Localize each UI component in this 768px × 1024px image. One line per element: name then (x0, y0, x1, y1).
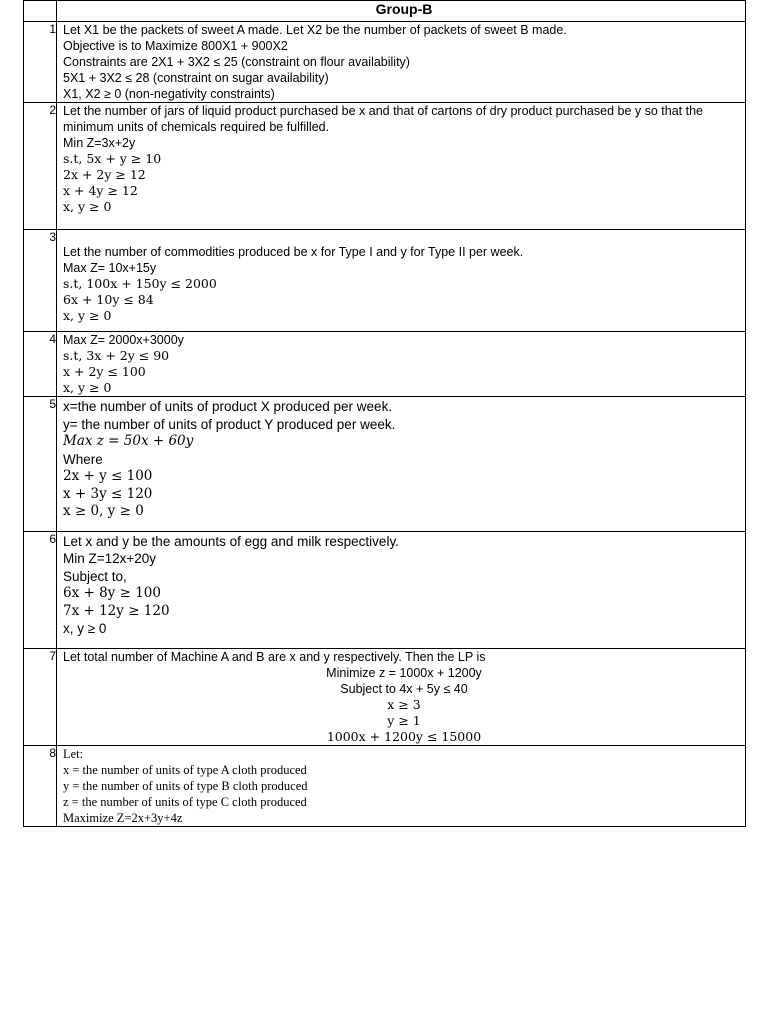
answer-line: X1, X2 ≥ 0 (non-negativity constraints) (63, 87, 275, 101)
answer-line: Max z = 50x + 60y (63, 433, 194, 449)
header-number-cell (24, 1, 57, 22)
answer-line: 2x + 2y ≥ 12 (63, 167, 146, 182)
answer-line: Max Z= 10x+15y (63, 261, 157, 275)
answer-line: Let x and y be the amounts of egg and milk respectively. (63, 533, 399, 549)
row-number: 6 (24, 531, 57, 648)
row-number: 3 (24, 230, 57, 332)
row-number: 4 (24, 332, 57, 397)
row-content (57, 531, 746, 648)
answer-line: Minimize z = 1000x + 1200y (326, 665, 482, 680)
answer-line: y ≥ 1 (387, 712, 421, 728)
answer-line: s.t, 5x + y ≥ 10 (63, 151, 162, 166)
answer-line: Constraints are 2X1 + 3X2 ≤ 25 (constraint on flour availability) (63, 55, 410, 69)
answer-table (23, 0, 746, 827)
answer-line: Subject to 4x + 5y ≤ 40 (340, 681, 468, 696)
answer-line: 6x + 10y ≤ 84 (63, 292, 154, 307)
row-number: 8 (24, 745, 57, 826)
row-number: 2 (24, 103, 57, 230)
answer-line: x=the number of units of product X produced per week. (63, 399, 393, 414)
answer-line: y = the number of units of type B cloth produced (63, 778, 308, 793)
answer-line: y= the number of units of product Y produced per week. (63, 416, 396, 432)
row-content (57, 332, 746, 397)
row-content (57, 745, 746, 826)
row-number: 1 (24, 22, 57, 103)
answer-line: x + 3y ≤ 120 (63, 485, 153, 502)
answer-line: x ≥ 3 (387, 696, 421, 712)
answer-line: x + 2y ≤ 100 (63, 364, 146, 379)
answer-line: z = the number of units of type C cloth produced (63, 794, 307, 809)
answer-line: s.t, 100x + 150y ≤ 2000 (63, 276, 217, 291)
table-row (24, 648, 746, 745)
table-row (24, 103, 746, 230)
row-content (57, 103, 746, 230)
answer-line: x, y ≥ 0 (63, 308, 112, 323)
answer-line: Let total number of Machine A and B are x and y respectively. Then the LP is (63, 649, 486, 664)
row-number: 5 (24, 397, 57, 532)
answer-line: Let X1 be the packets of sweet A made. Let X2 be the number of packets of sweet B made. (63, 23, 567, 37)
answer-line: 5X1 + 3X2 ≤ 28 (constraint on sugar availability) (63, 71, 329, 85)
table-row (24, 397, 746, 532)
header-row (24, 1, 746, 22)
answer-line: Objective is to Maximize 800X1 + 900X2 (63, 39, 288, 53)
answer-line: Where (63, 451, 103, 467)
table-row (24, 22, 746, 103)
answer-line: x, y ≥ 0 (63, 199, 112, 214)
row-content (57, 648, 746, 745)
answer-line: Maximize Z=2x+3y+4z (63, 810, 183, 825)
row-content (57, 230, 746, 332)
row-content (57, 397, 746, 532)
row-content (57, 22, 746, 103)
row-number: 7 (24, 648, 57, 745)
table-title: Group-B (57, 1, 746, 22)
answer-line: x = the number of units of type A cloth produced (63, 762, 307, 777)
answer-line: 7x + 12y ≥ 120 (63, 602, 170, 619)
answer-line: x, y ≥ 0 (63, 621, 107, 636)
answer-line: Min Z=12x+20y (63, 551, 157, 566)
answer-line: 6x + 8y ≥ 100 (63, 585, 161, 601)
answer-line: x + 4y ≥ 12 (63, 183, 138, 198)
table-row (24, 332, 746, 397)
answer-line: Let the number of commodities produced be x for Type I and y for Type II per week. (63, 245, 524, 259)
answer-line: Subject to, (63, 568, 127, 584)
answer-line: Max Z= 2000x+3000y (63, 333, 184, 347)
table-row (24, 745, 746, 826)
answer-line: Let the number of jars of liquid product purchased be x and that of cartons of dry product purchased be y so that the minimum units of chemicals required be fulfilled. (63, 104, 703, 134)
answer-line: x ≥ 0, y ≥ 0 (63, 503, 144, 519)
answer-line: 1000x + 1200y ≤ 15000 (326, 728, 482, 744)
answer-line: s.t, 3x + 2y ≤ 90 (63, 348, 170, 363)
answer-line: Let: (63, 746, 84, 761)
table-row (24, 230, 746, 332)
answer-line: Min Z=3x+2y (63, 136, 136, 150)
answer-line: x, y ≥ 0 (63, 380, 112, 395)
answer-line: 2x + y ≤ 100 (63, 468, 153, 484)
table-row (24, 531, 746, 648)
